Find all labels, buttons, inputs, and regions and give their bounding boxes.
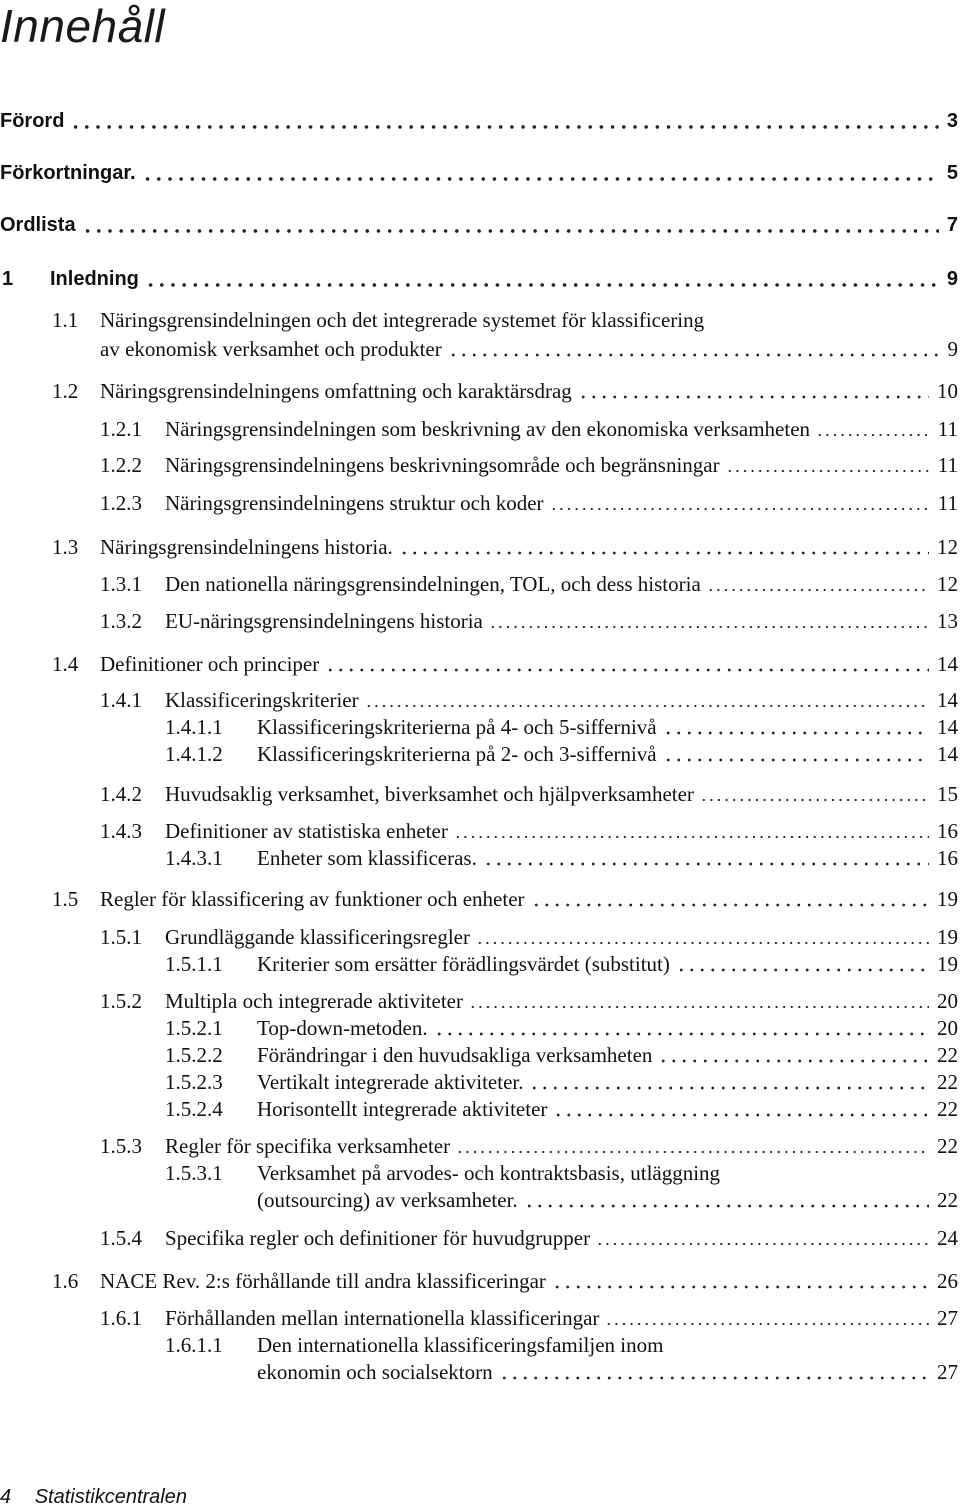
toc-entry[interactable] [0,490,960,516]
toc-entry[interactable] [0,1332,960,1358]
toc-entry-number: 1.2.3 [100,491,142,515]
toc-entry[interactable] [0,108,960,134]
toc-entry-title: Ordlista [0,214,76,236]
toc-entry[interactable] [0,1015,960,1041]
dot-leader [524,1204,929,1208]
toc-entry-page-number: 22 [937,1188,958,1212]
toc-entry[interactable] [0,781,960,807]
toc-entry-page-number: 11 [937,453,958,477]
toc-entry-page-number: 27 [937,1360,958,1384]
footer-page-number: 4 [0,1486,12,1508]
toc-entry-number: 1.5.4 [100,1226,142,1250]
toc-entry-title: Grundläggande klassificeringsregler [165,925,470,949]
toc-entry-number: 1.5.2.4 [165,1097,223,1121]
toc-entry-page-number: 3 [946,110,958,132]
toc-entry-title: Näringsgrensindelningens omfattning och karaktärsdrag [100,379,572,403]
toc-entry-title: Näringsgrensindelningen och det integrerade systemet för klassificering [100,308,705,332]
toc-entry-number: 1.5.1.1 [165,952,223,976]
toc-entry[interactable] [0,571,960,597]
toc-entry[interactable] [0,1225,960,1251]
toc-entry-number: 1.5.3.1 [165,1161,223,1185]
toc-entry-number: 1.4.1.2 [165,742,223,766]
page-title: Innehåll [0,0,166,52]
dot-leader [82,229,939,233]
toc-entry-page-number: 12 [937,572,958,596]
toc-entry-title: Horisontellt integrerade aktiviteter [257,1097,548,1121]
toc-entry-number: 1.5.2 [100,989,142,1013]
toc-entry-number: 1.6.1 [100,1306,142,1330]
dot-leader [663,731,929,735]
toc-entry-title: Näringsgrensindelningens struktur och koder [165,491,544,515]
toc-entry-number: 1.5.2.1 [165,1016,223,1040]
dot-leader [676,968,929,972]
dot-leader [700,798,929,802]
toc-entry-page-number: 19 [937,925,958,949]
toc-entry-title: Specifika regler och definitioner för huvudgrupper [165,1226,591,1250]
dot-leader [707,588,929,592]
toc-entry[interactable] [0,951,960,977]
toc-entry-title: Klassificeringskriterierna på 4- och 5-siffernivå [257,715,657,739]
toc-entry-continuation [0,1187,960,1213]
toc-entry-number: 1.6.1.1 [165,1333,223,1357]
toc-entry-number: 1.4.2 [100,782,142,806]
toc-entry-number: 1.5.2.3 [165,1070,223,1094]
toc-entry[interactable] [0,307,960,333]
toc-entry[interactable] [0,212,960,238]
dot-leader [454,835,929,839]
toc-entry[interactable] [0,1096,960,1122]
toc-entry[interactable] [0,416,960,442]
dot-leader [726,469,930,473]
toc-entry[interactable] [0,1268,960,1294]
toc-entry-page-number: 19 [937,887,958,911]
toc-entry-number: 1.1 [52,308,79,332]
toc-entry-title: Inledning [50,268,139,290]
toc-entry-number: 1.3.2 [100,609,142,633]
toc-entry-page-number: 9 [946,268,958,290]
dot-leader [489,625,929,629]
toc-entry[interactable] [0,651,960,677]
toc-entry-page-number: 14 [937,652,958,676]
dot-leader [399,551,929,555]
toc-entry-continuation [0,336,960,362]
toc-entry-title: Definitioner av statistiska enheter [165,819,448,843]
dot-leader [529,1086,929,1090]
toc-entry[interactable] [0,886,960,912]
toc-entry-title: Förändringar i den huvudsakliga verksamheten [257,1043,653,1067]
toc-entry-number: 1.3 [52,535,79,559]
toc-entry-title: Förord [0,110,65,132]
toc-entry-page-number: 12 [937,535,958,559]
toc-entry-number: 1.5.2.2 [165,1043,223,1067]
toc-entry-page-number: 22 [937,1097,958,1121]
toc-entry-title: Förkortningar. [0,162,136,184]
toc-entry-number: 1.4.1.1 [165,715,223,739]
toc-entry-number: 1.6 [52,1269,79,1293]
dot-leader [658,1059,929,1063]
toc-entry-title: Regler för specifika verksamheter [165,1134,451,1158]
dot-leader [531,903,929,907]
toc-entry-page-number: 19 [937,952,958,976]
dot-leader [365,704,929,708]
toc-entry-page-number: 26 [937,1269,958,1293]
toc-entry-title: NACE Rev. 2:s förhållande till andra klassificeringar [100,1269,546,1293]
toc-entry-number: 1.5.1 [100,925,142,949]
toc-entry-number: 1.2 [52,379,79,403]
toc-entry[interactable] [0,378,960,404]
toc-entry-page-number: 11 [937,417,958,441]
toc-entry-title: Verksamhet på arvodes- och kontraktsbasis, utläggning [257,1161,721,1185]
toc-entry-page-number: 20 [937,989,958,1013]
dot-leader [552,1285,929,1289]
toc-entry-page-number: 9 [947,337,958,361]
toc-entry[interactable] [0,924,960,950]
toc-entry-page-number: 13 [937,609,958,633]
toc-entry-title: Näringsgrensindelningens beskrivningsområde och begränsningar [165,453,720,477]
toc-entry[interactable] [0,741,960,767]
toc-entry-page-number: 5 [946,162,958,184]
toc-entry-title: Huvudsaklig verksamhet, biverksamhet och hjälpverksamheter [165,782,694,806]
toc-entry-page-number: 22 [937,1043,958,1067]
toc-entry-number: 1.2.2 [100,453,142,477]
dot-leader [663,758,929,762]
toc-entry-title: Den nationella näringsgrensindelningen, TOL, och dess historia [165,572,701,596]
toc-entry-continuation [0,1359,960,1385]
toc-entry[interactable] [0,608,960,634]
toc-entry-title: Multipla och integrerade aktiviteter [165,989,463,1013]
toc-entry[interactable] [0,845,960,871]
dot-leader [605,1322,929,1326]
toc-entry-title: EU-näringsgrensindelningens historia [165,609,483,633]
dot-leader [578,395,929,399]
toc-entry-page-number: 22 [937,1134,958,1158]
toc-entry[interactable] [0,714,960,740]
toc-entry-number: 1.5.3 [100,1134,142,1158]
toc-entry-title: Den internationella klassificeringsfamiljen inom [257,1333,664,1357]
toc-entry[interactable] [0,1160,960,1186]
dot-leader [70,125,938,129]
toc-entry-number: 1.4.3 [100,819,142,843]
toc-entry-title: Klassificeringskriterierna på 2- och 3-siffernivå [257,742,657,766]
toc-entry-title: Definitioner och principer [100,652,320,676]
page-footer [0,1485,205,1509]
toc-entry[interactable] [0,160,960,186]
toc-entry-number: 1.4.3.1 [165,846,223,870]
toc-entry[interactable] [0,534,960,560]
toc-entry-page-number: 27 [937,1306,958,1330]
toc-entry[interactable] [0,452,960,478]
toc-entry-title-continued: ekonomin och socialsektorn [257,1360,493,1384]
toc-entry-title: Näringsgrensindelningens historia. [100,535,393,559]
dot-leader [145,283,939,287]
dot-leader [499,1376,929,1380]
toc-entry-title: Klassificeringskriterier [165,688,359,712]
toc-entry-title: Regler för klassificering av funktioner och enheter [100,887,525,911]
toc-entry-title: Kriterier som ersätter förädlingsvärdet (substitut) [257,952,670,976]
toc-entry-page-number: 16 [937,819,958,843]
toc-entry[interactable] [0,1042,960,1068]
dot-leader [553,1113,929,1117]
dot-leader [456,1150,929,1154]
toc-entry-number: 1.3.1 [100,572,142,596]
toc-entry-page-number: 14 [937,715,958,739]
toc-entry-page-number: 7 [946,214,958,236]
toc-entry[interactable] [0,818,960,844]
toc-entry-page-number: 10 [937,379,958,403]
toc-entry-page-number: 14 [937,688,958,712]
dot-leader [469,1005,929,1009]
toc-entry-number: 1.5 [52,887,79,911]
dot-leader [434,1032,929,1036]
toc-entry[interactable] [0,1069,960,1095]
dot-leader [483,862,929,866]
dot-leader [142,177,939,181]
toc-entry[interactable] [0,988,960,1014]
toc-entry-title: Top-down-metoden. [257,1016,428,1040]
toc-entry-title: Vertikalt integrerade aktiviteter. [257,1070,524,1094]
toc-entry-title: Enheter som klassificeras. [257,846,477,870]
toc-entry[interactable] [0,687,960,713]
toc-entry-page-number: 11 [937,491,958,515]
toc-entry-title-continued: av ekonomisk verksamhet och produkter [100,337,442,361]
toc-entry[interactable] [0,1305,960,1331]
dot-leader [448,353,940,357]
toc-entry-number: 1.4 [52,652,79,676]
dot-leader [816,433,930,437]
toc-entry-page-number: 16 [937,846,958,870]
toc-entry-page-number: 22 [937,1070,958,1094]
toc-entry-page-number: 14 [937,742,958,766]
toc-entry[interactable] [0,266,960,292]
toc-entry-number: 1.2.1 [100,417,142,441]
footer-publisher: Statistikcentralen [34,1486,187,1508]
toc-entry-number: 1.4.1 [100,688,142,712]
dot-leader [596,1242,929,1246]
toc-entry-title: Förhållanden mellan internationella klassificeringar [165,1306,600,1330]
toc-entry-title: Näringsgrensindelningen som beskrivning av den ekonomiska verksamheten [165,417,811,441]
toc-entry-page-number: 24 [937,1226,958,1250]
toc-entry-page-number: 15 [937,782,958,806]
dot-leader [476,941,929,945]
toc-entry[interactable] [0,1133,960,1159]
dot-leader [550,507,930,511]
toc-entry-page-number: 20 [937,1016,958,1040]
dot-leader [325,668,929,672]
toc-entry-title-continued: (outsourcing) av verksamheter. [257,1188,518,1212]
toc-entry-number: 1 [2,268,14,290]
